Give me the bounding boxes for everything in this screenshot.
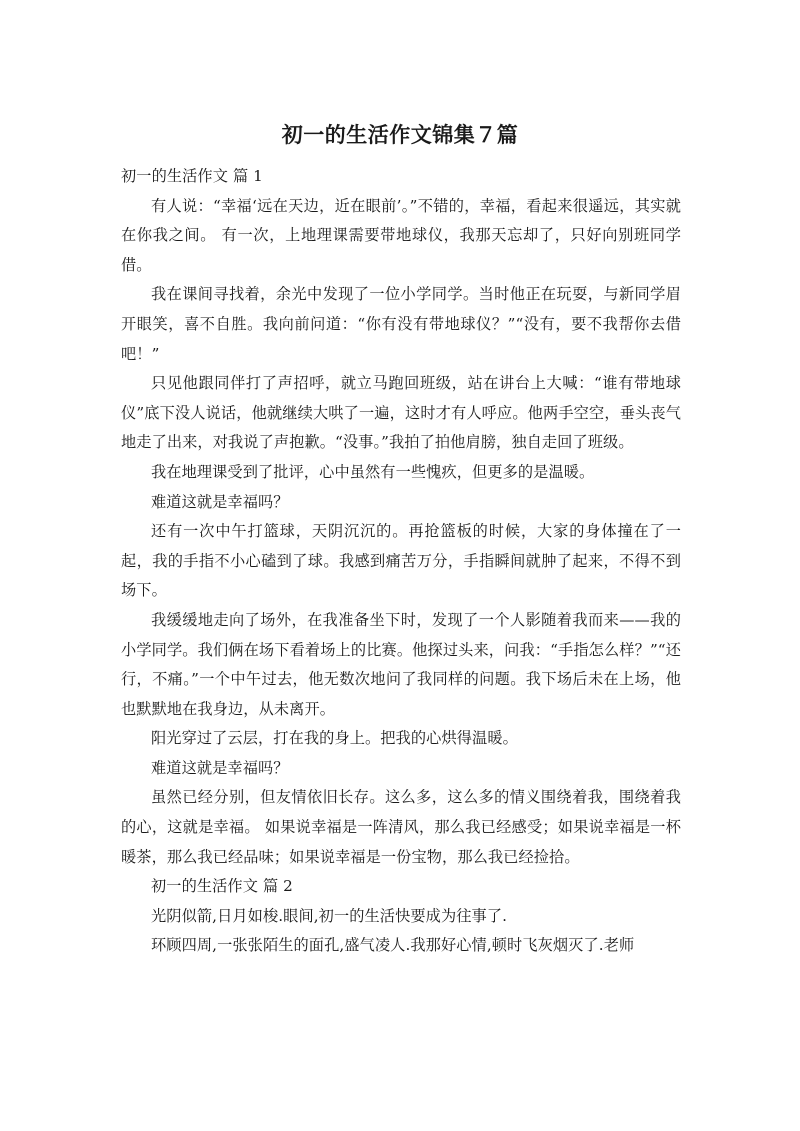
paragraph: 光阴似箭,日月如梭.眼间,初一的生活快要成为往事了. — [151, 906, 508, 925]
section-heading: 初一的生活作文 篇 1 — [121, 167, 263, 185]
paragraph: 还有一次中午打篮球，天阴沉沉的。再抢篮板的时候，大家的身体撞在了一起，我的手指不小心磕到了球。我感到痛苦万分，手指瞬间就肿了起来，不得不到场下。 — [121, 522, 681, 600]
paragraph: 只见他跟同伴打了声招呼，就立马跑回班级，站在讲台上大喊：“谁有带地球仪”底下没人说话，他就继续大哄了一遍，这时才有人呼应。他两手空空，垂头丧气地走了出来，对我说了声抱歉。“没事。”我拍了拍他肩膀，独自走回了班级。 — [121, 374, 681, 452]
paragraph: 我缓缓地走向了场外，在我准备坐下时，发现了一个人影随着我而来——我的小学同学。我们俩在场下看着场上的比赛。他探过头来，问我：“手指怎么样？”“还行，不痛。”一个中午过去，他无数次地问了我同样的问题。我下场后未在上场，他也默默地在我身边，从未离开。 — [121, 610, 681, 718]
document-title: 初一的生活作文锦集７篇 — [281, 123, 519, 147]
paragraph: 我在课间寻找着，余光中发现了一位小学同学。当时他正在玩耍，与新同学眉开眼笑，喜不自胜。我向前问道：“你有没有带地球仪？”“没有，要不我帮你去借吧！” — [121, 285, 681, 363]
paragraph: 有人说：“幸福‘远在天边，近在眼前’。”不错的，幸福，看起来很遥远，其实就在你我之间。 有一次，上地理课需要带地球仪，我那天忘却了，只好向别班同学借。 — [121, 196, 681, 274]
paragraph: 阳光穿过了云层，打在我的身上。把我的心烘得温暖。 — [151, 729, 518, 748]
paragraph: 难道这就是幸福吗？ — [151, 758, 289, 777]
paragraph: 我在地理课受到了批评，心中虽然有一些愧疚，但更多的是温暖。 — [151, 462, 595, 481]
document-body — [121, 162, 681, 961]
paragraph: 虽然已经分别，但友情依旧长存。这么多，这么多的情义围绕着我，围绕着我的心，这就是幸福。 如果说幸福是一阵清风，那么我已经感受；如果说幸福是一杯暖茶，那么我已经品味；如果说幸福是一份宝物，那么我已经捡拾。 — [121, 788, 681, 866]
section-heading: 初一的生活作文 篇 2 — [151, 877, 293, 896]
paragraph: 难道这就是幸福吗？ — [151, 492, 289, 511]
paragraph: 环顾四周,一张张陌生的面孔,盛气凌人.我那好心情,顿时飞灰烟灭了.老师 — [151, 936, 635, 955]
